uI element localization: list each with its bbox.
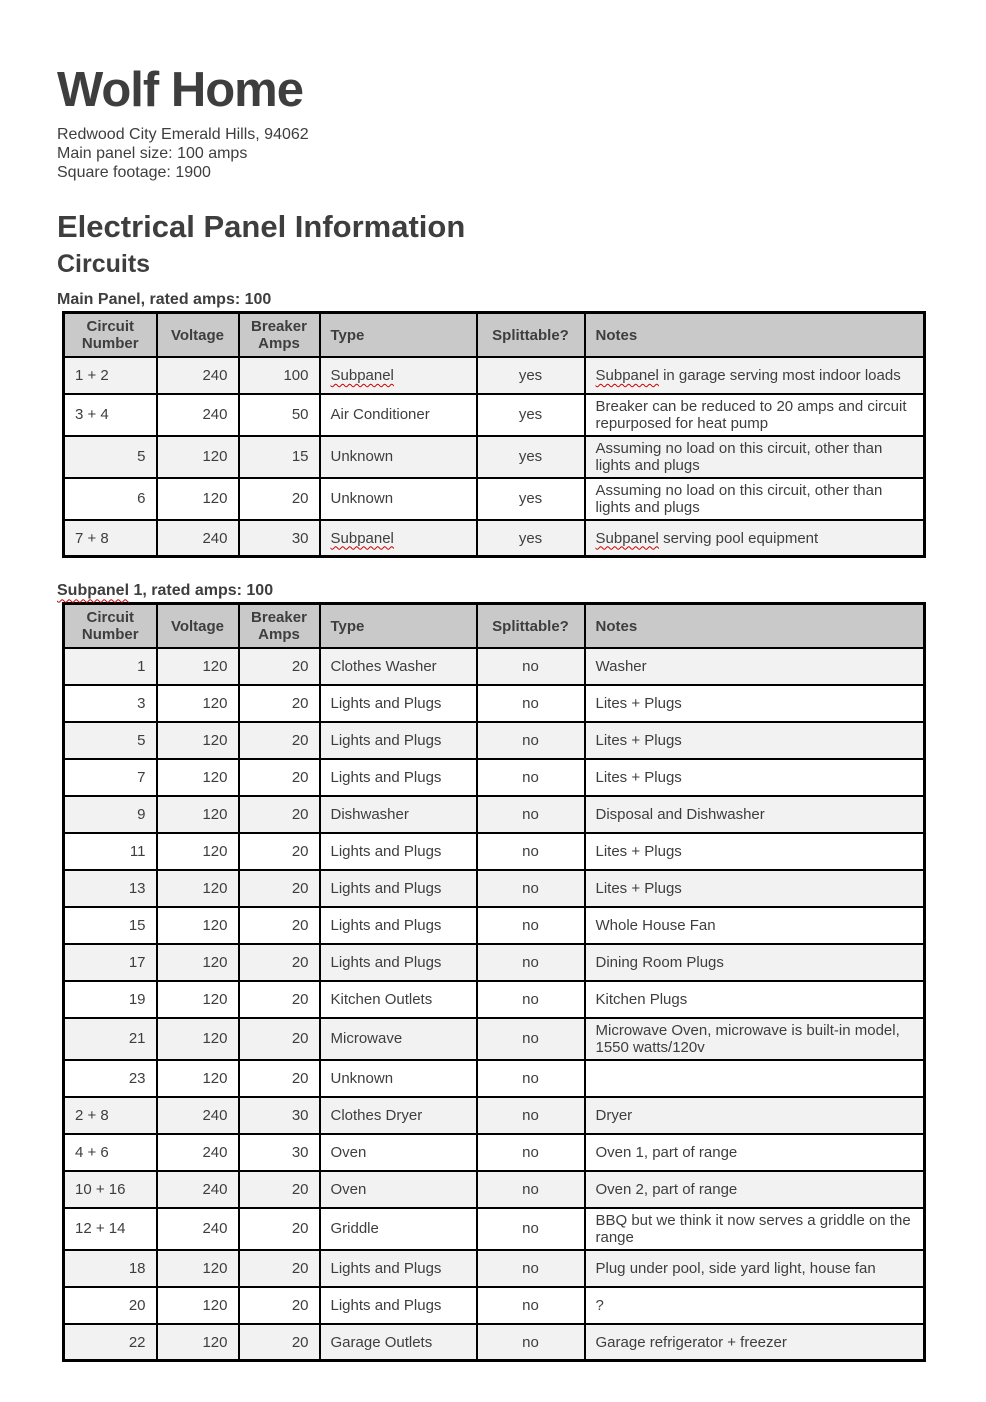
notes-cell: Microwave Oven, microwave is built-in model, 1550 watts/120v: [585, 1018, 925, 1060]
col-header-breaker-amps: Breaker Amps: [239, 313, 320, 357]
circuit-row: [64, 1134, 925, 1171]
type-cell: Lights and Plugs: [320, 1287, 477, 1324]
circuit-number-cell: 1 + 2: [64, 357, 157, 394]
splittable-cell: no: [477, 1171, 585, 1208]
circuit-number-cell: 17: [64, 944, 157, 981]
breaker-amps-cell: 30: [239, 1134, 320, 1171]
type-cell: Air Conditioner: [320, 394, 477, 436]
circuit-number-cell: 6: [64, 478, 157, 520]
type-cell: Lights and Plugs: [320, 759, 477, 796]
circuit-row: [64, 796, 925, 833]
circuit-row: [64, 357, 925, 394]
notes-cell: Assuming no load on this circuit, other than lights and plugs: [585, 436, 925, 478]
type-cell: Unknown: [320, 436, 477, 478]
circuit-row: [64, 478, 925, 520]
circuit-row: [64, 1250, 925, 1287]
voltage-cell: 120: [157, 648, 239, 685]
misspelled-word: Subpanel: [330, 366, 394, 384]
notes-cell: [585, 1060, 925, 1097]
voltage-cell: 120: [157, 1324, 239, 1361]
notes-cell: Garage refrigerator + freezer: [585, 1324, 925, 1361]
splittable-cell: yes: [477, 520, 585, 557]
splittable-cell: yes: [477, 357, 585, 394]
breaker-amps-cell: 20: [239, 1250, 320, 1287]
misspelled-word: Subpanel: [330, 529, 394, 547]
voltage-cell: 120: [157, 870, 239, 907]
voltage-cell: 120: [157, 1250, 239, 1287]
breaker-amps-cell: 20: [239, 648, 320, 685]
circuit-number-cell: 3 + 4: [64, 394, 157, 436]
type-cell: Lights and Plugs: [320, 722, 477, 759]
splittable-cell: no: [477, 981, 585, 1018]
panel-size-line: Main panel size: 100 amps: [57, 144, 248, 162]
voltage-cell: 240: [157, 1171, 239, 1208]
voltage-cell: 120: [157, 685, 239, 722]
notes-cell: Lites + Plugs: [585, 833, 925, 870]
circuit-number-cell: 5: [64, 436, 157, 478]
notes-cell: Oven 1, part of range: [585, 1134, 925, 1171]
breaker-amps-cell: 20: [239, 944, 320, 981]
breaker-amps-cell: 30: [239, 520, 320, 557]
notes-cell: Dining Room Plugs: [585, 944, 925, 981]
breaker-amps-cell: 20: [239, 1171, 320, 1208]
col-header-voltage: Voltage: [157, 604, 239, 648]
splittable-cell: no: [477, 907, 585, 944]
type-cell: Lights and Plugs: [320, 907, 477, 944]
notes-cell: Assuming no load on this circuit, other than lights and plugs: [585, 478, 925, 520]
splittable-cell: no: [477, 1018, 585, 1060]
voltage-cell: 120: [157, 478, 239, 520]
page-title: Wolf Home: [57, 63, 303, 117]
circuit-row: [64, 394, 925, 436]
splittable-cell: no: [477, 796, 585, 833]
type-cell: Clothes Washer: [320, 648, 477, 685]
type-cell: [320, 520, 477, 557]
voltage-cell: 120: [157, 722, 239, 759]
circuit-number-cell: 1: [64, 648, 157, 685]
type-cell: Lights and Plugs: [320, 685, 477, 722]
circuit-row: [64, 1018, 925, 1060]
type-cell: Clothes Dryer: [320, 1097, 477, 1134]
voltage-cell: 120: [157, 981, 239, 1018]
address-line: Redwood City Emerald Hills, 94062: [57, 125, 309, 143]
splittable-cell: yes: [477, 436, 585, 478]
circuit-number-cell: 4 + 6: [64, 1134, 157, 1171]
splittable-cell: no: [477, 1324, 585, 1361]
circuit-row: [64, 833, 925, 870]
circuit-number-cell: 2 + 8: [64, 1097, 157, 1134]
type-cell: Lights and Plugs: [320, 833, 477, 870]
splittable-cell: no: [477, 1250, 585, 1287]
type-cell: Dishwasher: [320, 796, 477, 833]
breaker-amps-cell: 20: [239, 722, 320, 759]
circuit-row: [64, 944, 925, 981]
circuit-row: [64, 1060, 925, 1097]
notes-cell: Lites + Plugs: [585, 870, 925, 907]
type-cell: Unknown: [320, 1060, 477, 1097]
splittable-cell: no: [477, 1097, 585, 1134]
circuit-row: [64, 1097, 925, 1134]
type-cell: [320, 357, 477, 394]
breaker-amps-cell: 30: [239, 1097, 320, 1134]
circuit-number-cell: 11: [64, 833, 157, 870]
text-segment: 1, rated amps: 100: [129, 582, 274, 600]
col-header-splittable: Splittable?: [477, 313, 585, 357]
breaker-amps-cell: 20: [239, 796, 320, 833]
voltage-cell: 120: [157, 436, 239, 478]
col-header-notes: Notes: [585, 604, 925, 648]
main-panel-table-body: [64, 357, 925, 557]
notes-cell: [585, 357, 925, 394]
voltage-cell: 120: [157, 1018, 239, 1060]
voltage-cell: 240: [157, 1208, 239, 1250]
type-cell: Unknown: [320, 478, 477, 520]
subpanel-table-body: [64, 648, 925, 1361]
splittable-cell: no: [477, 759, 585, 796]
breaker-amps-cell: 20: [239, 981, 320, 1018]
type-cell: Garage Outlets: [320, 1324, 477, 1361]
text-segment: in garage serving most indoor loads: [658, 366, 901, 384]
col-header-voltage: Voltage: [157, 313, 239, 357]
splittable-cell: yes: [477, 478, 585, 520]
voltage-cell: 120: [157, 907, 239, 944]
type-cell: Microwave: [320, 1018, 477, 1060]
voltage-cell: 120: [157, 833, 239, 870]
circuit-row: [64, 759, 925, 796]
col-header-circuit-number: Circuit Number: [64, 604, 157, 648]
col-header-notes: Notes: [585, 313, 925, 357]
col-header-breaker-amps: Breaker Amps: [239, 604, 320, 648]
splittable-cell: no: [477, 722, 585, 759]
notes-cell: Lites + Plugs: [585, 685, 925, 722]
circuit-number-cell: 9: [64, 796, 157, 833]
breaker-amps-cell: 20: [239, 833, 320, 870]
notes-cell: Plug under pool, side yard light, house fan: [585, 1250, 925, 1287]
voltage-cell: 240: [157, 357, 239, 394]
notes-cell: Breaker can be reduced to 20 amps and circuit repurposed for heat pump: [585, 394, 925, 436]
notes-cell: Whole House Fan: [585, 907, 925, 944]
circuit-number-cell: 15: [64, 907, 157, 944]
voltage-cell: 120: [157, 759, 239, 796]
circuit-row: [64, 870, 925, 907]
breaker-amps-cell: 20: [239, 870, 320, 907]
notes-cell: Lites + Plugs: [585, 722, 925, 759]
subpanel-table: [62, 602, 926, 1362]
splittable-cell: no: [477, 1208, 585, 1250]
circuit-number-cell: 10 + 16: [64, 1171, 157, 1208]
circuit-number-cell: 7 + 8: [64, 520, 157, 557]
misspelled-word: Subpanel: [595, 529, 659, 547]
main-panel-table: [62, 311, 926, 558]
circuit-number-cell: 7: [64, 759, 157, 796]
circuit-row: [64, 685, 925, 722]
section-title-electrical-panel: Electrical Panel Information: [57, 208, 466, 244]
breaker-amps-cell: 100: [239, 357, 320, 394]
notes-cell: Disposal and Dishwasher: [585, 796, 925, 833]
circuit-number-cell: 20: [64, 1287, 157, 1324]
breaker-amps-cell: 20: [239, 1208, 320, 1250]
notes-cell: Lites + Plugs: [585, 759, 925, 796]
splittable-cell: no: [477, 833, 585, 870]
notes-cell: Kitchen Plugs: [585, 981, 925, 1018]
splittable-cell: no: [477, 648, 585, 685]
circuit-number-cell: 21: [64, 1018, 157, 1060]
circuit-row: [64, 1171, 925, 1208]
splittable-cell: no: [477, 870, 585, 907]
type-cell: Lights and Plugs: [320, 870, 477, 907]
notes-cell: Washer: [585, 648, 925, 685]
voltage-cell: 120: [157, 796, 239, 833]
circuit-row: [64, 1324, 925, 1361]
notes-cell: Dryer: [585, 1097, 925, 1134]
breaker-amps-cell: 20: [239, 1324, 320, 1361]
col-header-splittable: Splittable?: [477, 604, 585, 648]
circuit-row: [64, 722, 925, 759]
col-header-type: Type: [320, 604, 477, 648]
circuit-row: [64, 520, 925, 557]
subpanel-heading: [57, 581, 931, 600]
circuit-number-cell: 23: [64, 1060, 157, 1097]
main-panel-heading: [57, 290, 931, 309]
splittable-cell: no: [477, 685, 585, 722]
circuit-row: [64, 1208, 925, 1250]
notes-cell: BBQ but we think it now serves a griddle on the range: [585, 1208, 925, 1250]
circuit-row: [64, 436, 925, 478]
voltage-cell: 240: [157, 394, 239, 436]
splittable-cell: no: [477, 1134, 585, 1171]
breaker-amps-cell: 20: [239, 759, 320, 796]
notes-cell: [585, 520, 925, 557]
col-header-type: Type: [320, 313, 477, 357]
splittable-cell: no: [477, 1287, 585, 1324]
text-segment: serving pool equipment: [658, 529, 819, 547]
type-cell: Lights and Plugs: [320, 1250, 477, 1287]
section-title-circuits: Circuits: [57, 249, 151, 278]
type-cell: Oven: [320, 1134, 477, 1171]
splittable-cell: yes: [477, 394, 585, 436]
header-row: [64, 604, 925, 648]
breaker-amps-cell: 50: [239, 394, 320, 436]
type-cell: Lights and Plugs: [320, 944, 477, 981]
type-cell: Griddle: [320, 1208, 477, 1250]
circuit-row: [64, 1287, 925, 1324]
circuit-number-cell: 22: [64, 1324, 157, 1361]
text-segment: Main Panel, rated amps: 100: [57, 291, 272, 309]
type-cell: Oven: [320, 1171, 477, 1208]
voltage-cell: 240: [157, 1134, 239, 1171]
type-cell: Kitchen Outlets: [320, 981, 477, 1018]
circuit-number-cell: 3: [64, 685, 157, 722]
breaker-amps-cell: 20: [239, 907, 320, 944]
col-header-circuit-number: Circuit Number: [64, 313, 157, 357]
misspelled-word: Subpanel: [57, 582, 130, 600]
misspelled-word: Subpanel: [595, 366, 659, 384]
header-row: [64, 313, 925, 357]
square-footage-line: Square footage: 1900: [57, 163, 211, 181]
circuit-number-cell: 18: [64, 1250, 157, 1287]
voltage-cell: 120: [157, 944, 239, 981]
circuit-number-cell: 13: [64, 870, 157, 907]
circuit-number-cell: 12 + 14: [64, 1208, 157, 1250]
voltage-cell: 120: [157, 1287, 239, 1324]
circuit-row: [64, 981, 925, 1018]
breaker-amps-cell: 20: [239, 1060, 320, 1097]
breaker-amps-cell: 20: [239, 478, 320, 520]
splittable-cell: no: [477, 944, 585, 981]
notes-cell: Oven 2, part of range: [585, 1171, 925, 1208]
voltage-cell: 240: [157, 520, 239, 557]
circuit-number-cell: 5: [64, 722, 157, 759]
voltage-cell: 240: [157, 1097, 239, 1134]
splittable-cell: no: [477, 1060, 585, 1097]
breaker-amps-cell: 20: [239, 685, 320, 722]
breaker-amps-cell: 15: [239, 436, 320, 478]
voltage-cell: 120: [157, 1060, 239, 1097]
breaker-amps-cell: 20: [239, 1287, 320, 1324]
notes-cell: ?: [585, 1287, 925, 1324]
breaker-amps-cell: 20: [239, 1018, 320, 1060]
circuit-row: [64, 648, 925, 685]
circuit-number-cell: 19: [64, 981, 157, 1018]
circuit-row: [64, 907, 925, 944]
